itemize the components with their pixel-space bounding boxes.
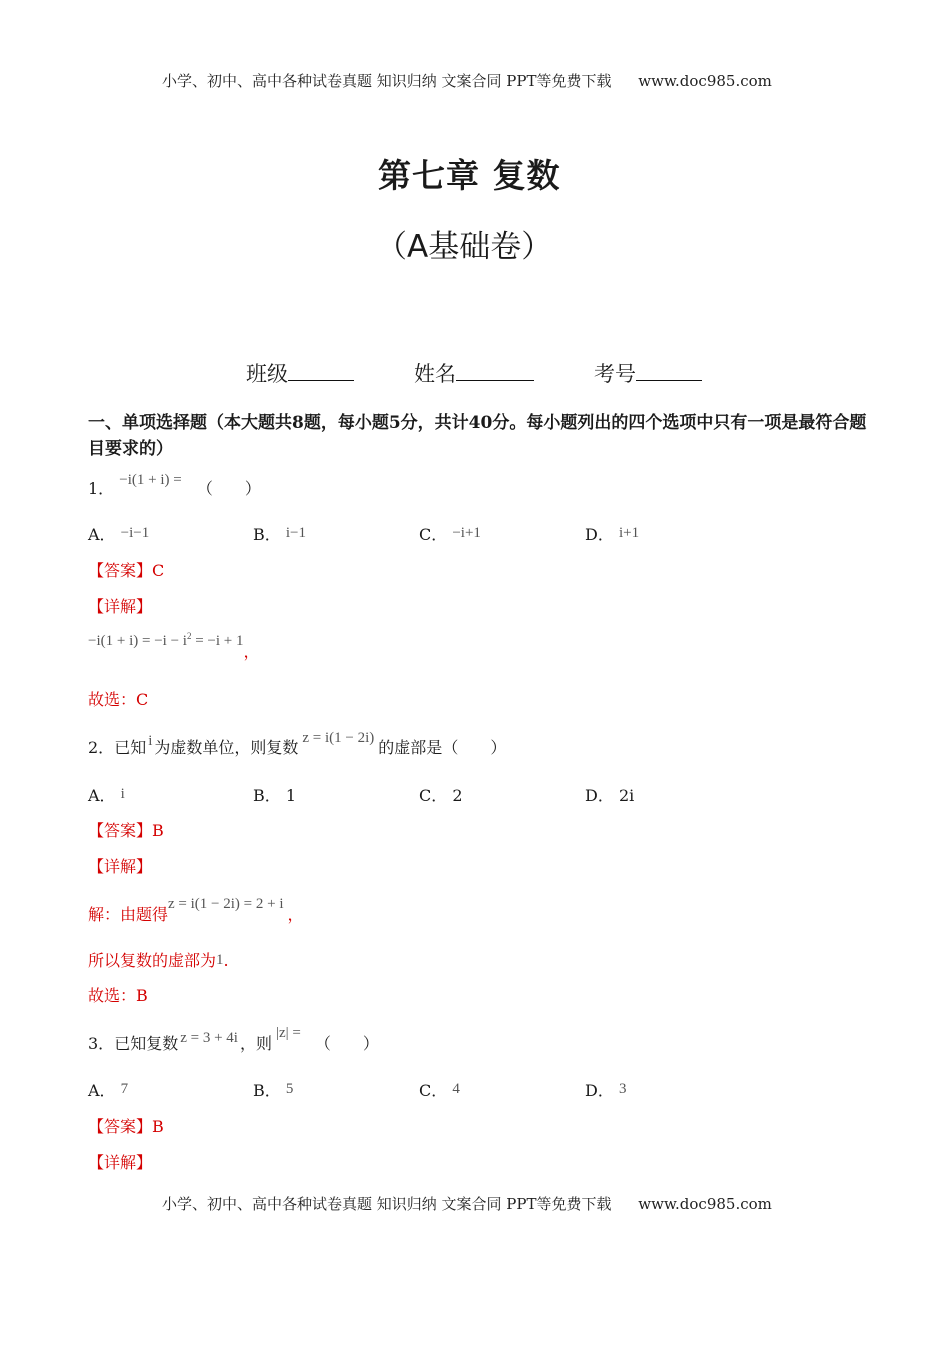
q2-option-b-letter: B．: [253, 786, 281, 805]
q1-choose: 故选：C: [88, 690, 149, 709]
q1-detail-label: 【详解】: [88, 597, 153, 616]
q2-mid: 为虚数单位，则复数: [154, 738, 299, 757]
q2-paren: （ ）: [442, 738, 507, 757]
q2-i-symbol: i: [148, 733, 153, 749]
q2-solution-2: [88, 948, 229, 971]
q2-option-d[interactable]: [585, 783, 634, 806]
footer-url[interactable]: www.doc985.com: [638, 1195, 772, 1213]
footer-text: 小学、初中、高中各种试卷真题 知识归纳 文案合同 PPT等免费下载: [162, 1195, 612, 1213]
name-blank[interactable]: [456, 379, 534, 381]
q3-expression-2: |z| =: [275, 1025, 301, 1041]
q3-option-a-value: 7: [120, 1081, 129, 1097]
q1-option-b[interactable]: [253, 522, 306, 545]
q2-option-d-value: 2i: [618, 786, 635, 805]
q1-expression: −i(1 + i) =: [119, 472, 182, 488]
q1-paren: （ ）: [196, 479, 261, 498]
q3-option-b-letter: B．: [253, 1081, 281, 1100]
q1-work: [88, 627, 260, 661]
q1-option-d-value: i+1: [618, 525, 640, 541]
q2-solution-comma: ，: [287, 905, 304, 924]
class-label: 班级: [246, 362, 288, 386]
q3-option-d-value: 3: [618, 1081, 627, 1097]
page-footer: [162, 1193, 772, 1214]
name-field[interactable]: [414, 358, 534, 388]
q1-answer: 【答案】C: [88, 561, 165, 580]
q2-solution-2-value: 1: [216, 952, 224, 968]
q3-option-c-letter: C．: [419, 1081, 448, 1100]
q2-solution: [88, 896, 304, 925]
q1-option-d-letter: D．: [585, 525, 614, 544]
q3-detail-label: 【详解】: [88, 1153, 153, 1172]
q2-detail-label: 【详解】: [88, 857, 153, 876]
q1-work-expression: $-i(1 + i) = -i - i^2 = -i + 1$: [88, 631, 244, 649]
q2-number: 2．: [88, 738, 115, 757]
q1-option-d[interactable]: [585, 522, 639, 545]
question-2: [88, 730, 507, 758]
q1-number: 1．: [88, 479, 115, 498]
q3-option-b[interactable]: [253, 1078, 293, 1101]
q2-option-a-value: i: [120, 786, 125, 802]
q1-work-exponent: 2: [186, 631, 192, 641]
q3-mid: ，则: [239, 1034, 272, 1053]
q1-option-c-value: −i+1: [452, 525, 481, 541]
q3-pre: 已知复数: [114, 1034, 179, 1053]
q2-option-a-letter: A．: [88, 786, 116, 805]
q2-option-b[interactable]: [253, 783, 296, 806]
question-3: [88, 1025, 379, 1054]
page-title: 第七章 复数: [378, 156, 561, 195]
q3-option-c-value: 4: [452, 1081, 460, 1097]
q2-choose: 故选：B: [88, 986, 148, 1005]
page-subtitle: （A基础卷）: [376, 229, 553, 265]
q2-option-b-value: 1: [285, 786, 297, 805]
q2-solution-2-post: .: [223, 951, 229, 970]
class-field[interactable]: [246, 358, 354, 388]
q2-option-c-letter: C．: [419, 786, 448, 805]
q3-expression: z = 3 + 4i: [180, 1030, 238, 1046]
question-1: [88, 472, 261, 499]
q1-option-a[interactable]: [88, 522, 149, 545]
q2-option-a[interactable]: [88, 783, 125, 806]
q3-paren: （ ）: [314, 1034, 379, 1053]
q2-expression: z = i(1 − 2i): [302, 730, 375, 746]
q1-option-b-letter: B．: [253, 525, 281, 544]
q1-option-a-letter: A．: [88, 525, 116, 544]
q1-option-b-value: i−1: [285, 525, 306, 541]
q3-option-a[interactable]: [88, 1078, 128, 1101]
q2-solution-pre: 解：由题得: [88, 905, 169, 924]
q3-option-a-letter: A．: [88, 1081, 116, 1100]
name-label: 姓名: [414, 362, 456, 386]
section-heading: 一、单项选择题（本大题共8题，每小题5分，共计40分。每小题列出的四个选项中只有一项是最符合题目要求的）: [88, 413, 867, 459]
q3-option-d-letter: D．: [585, 1081, 614, 1100]
q3-option-b-value: 5: [285, 1081, 294, 1097]
q2-option-c[interactable]: [419, 783, 463, 806]
id-label: 考号: [594, 362, 636, 386]
header-text: 小学、初中、高中各种试卷真题 知识归纳 文案合同 PPT等免费下载: [162, 72, 612, 90]
q1-work-comma: ，: [243, 642, 260, 661]
id-field[interactable]: [594, 358, 702, 388]
q2-post: 的虚部是: [378, 738, 443, 757]
id-blank[interactable]: [636, 379, 702, 381]
class-blank[interactable]: [288, 379, 354, 381]
q1-option-c-letter: C．: [419, 525, 448, 544]
q3-option-c[interactable]: [419, 1078, 460, 1101]
q2-solution-expression: z = i(1 − 2i) = 2 + i: [168, 896, 284, 912]
q3-option-d[interactable]: [585, 1078, 626, 1101]
q2-option-d-letter: D．: [585, 786, 614, 805]
page-header: [162, 70, 772, 91]
q2-solution-2-pre: 所以复数的虚部为: [88, 951, 217, 970]
q1-option-a-value: −i−1: [120, 525, 150, 541]
q2-answer: 【答案】B: [88, 821, 164, 840]
q2-pre: 已知: [114, 738, 147, 757]
q1-option-c[interactable]: [419, 522, 481, 545]
q3-number: 3．: [88, 1034, 115, 1053]
q2-option-c-value: 2: [452, 786, 463, 805]
q3-answer: 【答案】B: [88, 1117, 164, 1136]
header-url[interactable]: www.doc985.com: [638, 72, 772, 90]
